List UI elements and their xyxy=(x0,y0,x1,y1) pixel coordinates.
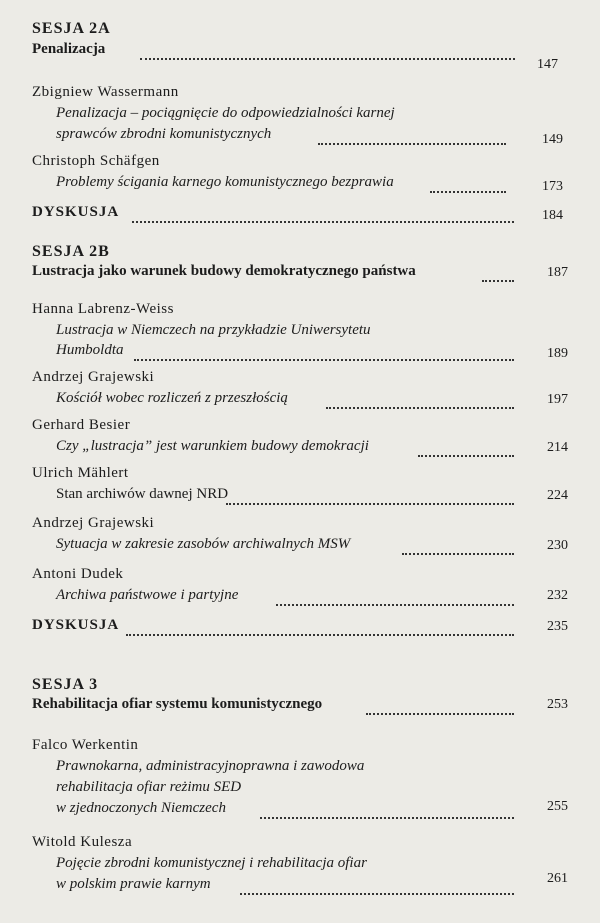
entry-title-line: Stan archiwów dawnej NRD xyxy=(56,486,229,502)
page-number: 224 xyxy=(547,488,568,503)
page-number: 214 xyxy=(547,440,568,455)
author-name: Hanna Labrenz-Weiss xyxy=(32,301,174,317)
leader-dots xyxy=(326,393,514,409)
entry-title-line: w polskim prawie karnym xyxy=(56,876,211,892)
session-title: Lustracja jako warunek budowy demokratycznego państwa xyxy=(32,263,416,279)
page-number: 184 xyxy=(542,208,563,223)
entry-title-line: Kościół wobec rozliczeń z przeszłością xyxy=(56,390,288,406)
page-number: 230 xyxy=(547,538,568,553)
leader-dots xyxy=(260,803,514,819)
session-label: SESJA 3 xyxy=(32,676,99,693)
page-number: 235 xyxy=(547,619,568,634)
page-number: 187 xyxy=(547,265,568,280)
entry-title-line: Pojęcie zbrodni komunistycznej i rehabilitacja ofiar xyxy=(56,855,367,871)
leader-dots xyxy=(430,177,506,193)
page-number: 255 xyxy=(547,799,568,814)
leader-dots xyxy=(126,620,514,636)
page-number: 253 xyxy=(547,697,568,712)
author-name: Andrzej Grajewski xyxy=(32,369,155,385)
page-number: 232 xyxy=(547,588,568,603)
session-title: Rehabilitacja ofiar systemu komunistycznego xyxy=(32,696,323,712)
entry-title-line: Sytuacja w zakresie zasobów archiwalnych MSW xyxy=(56,536,351,552)
author-name: Witold Kulesza xyxy=(32,834,133,850)
leader-dots xyxy=(134,345,514,361)
page-number: 197 xyxy=(547,392,568,407)
leader-dots xyxy=(318,129,506,145)
author-name: Ulrich Mählert xyxy=(32,465,129,481)
entry-title-line: w zjednoczonych Niemczech xyxy=(56,800,226,816)
page-number: 173 xyxy=(542,179,563,194)
leader-dots xyxy=(276,590,514,606)
leader-dots xyxy=(140,44,515,60)
leader-dots xyxy=(402,539,514,555)
author-name: Zbigniew Wassermann xyxy=(32,84,179,100)
entry-title-line: Prawnokarna, administracyjnoprawna i zawodowa xyxy=(56,758,365,774)
leader-dots xyxy=(132,207,514,223)
session-title: Penalizacja xyxy=(32,41,106,57)
author-name: Andrzej Grajewski xyxy=(32,515,155,531)
entry-title-line: Penalizacja – pociągnięcie do odpowiedzialności karnej xyxy=(56,105,395,121)
entry-title-line: rehabilitacja ofiar reżimu SED xyxy=(56,779,242,795)
entry-title-line: Archiwa państwowe i partyjne xyxy=(56,587,239,603)
session-label: SESJA 2B xyxy=(32,243,110,260)
discussion-label: DYSKUSJA xyxy=(32,617,120,633)
page-number: 189 xyxy=(547,346,568,361)
entry-title-line: Problemy ścigania karnego komunistycznego bezprawia xyxy=(56,174,394,190)
discussion-label: DYSKUSJA xyxy=(32,204,120,220)
entry-title-line: Humboldta xyxy=(56,342,124,358)
leader-dots xyxy=(418,441,514,457)
author-name: Falco Werkentin xyxy=(32,737,139,753)
entry-title-line: Czy „lustracja” jest warunkiem budowy demokracji xyxy=(56,438,369,454)
author-name: Christoph Schäfgen xyxy=(32,153,160,169)
session-label: SESJA 2A xyxy=(32,20,111,37)
page-number: 149 xyxy=(542,132,563,147)
leader-dots xyxy=(226,489,514,505)
author-name: Gerhard Besier xyxy=(32,417,131,433)
page-number: 261 xyxy=(547,871,568,886)
leader-dots xyxy=(240,879,514,895)
leader-dots xyxy=(366,699,514,715)
entry-title-line: Lustracja w Niemczech na przykładzie Uniwersytetu xyxy=(56,322,371,338)
page-number: 147 xyxy=(537,57,558,72)
author-name: Antoni Dudek xyxy=(32,566,124,582)
entry-title-line: sprawców zbrodni komunistycznych xyxy=(56,126,272,142)
